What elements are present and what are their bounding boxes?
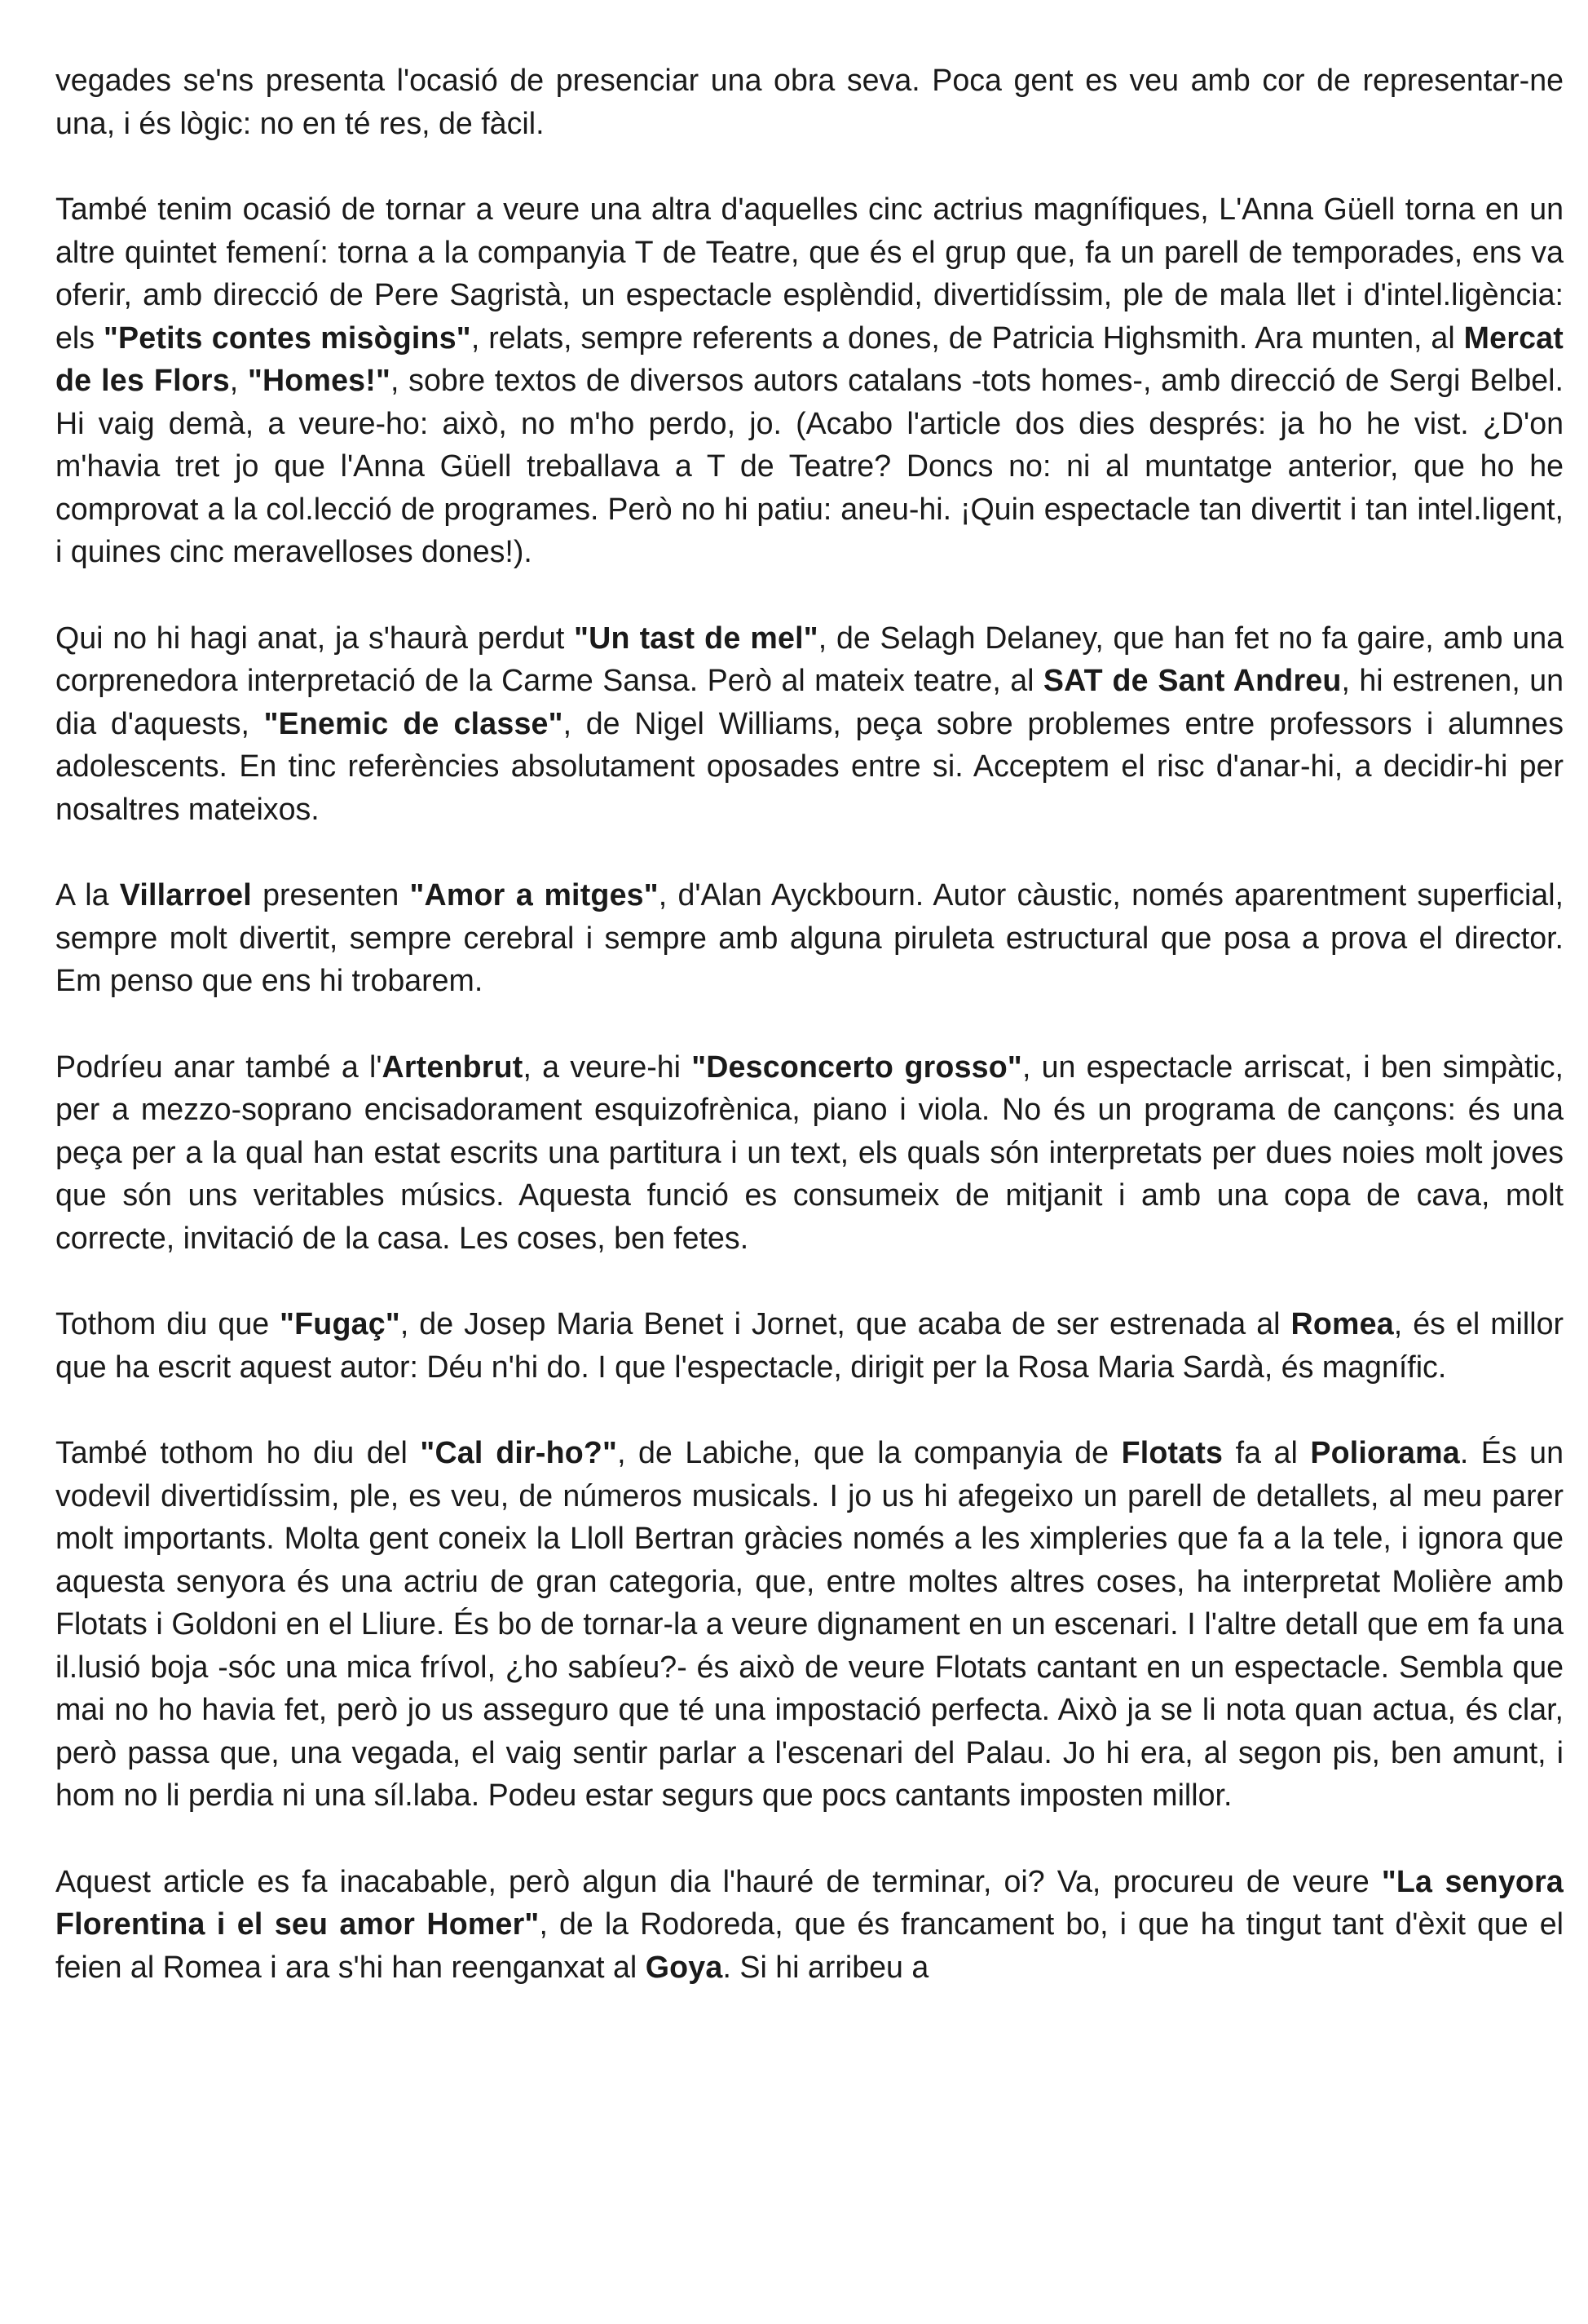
text-run: Qui no hi hagi anat, ja s'haurà perdut (55, 620, 575, 655)
text-run: A la (55, 877, 120, 912)
text-run: Aquest article es fa inacabable, però algun dia l'hauré de terminar, oi? Va, procureu de veure (55, 1863, 1382, 1898)
text-run: vegades se'ns presenta l'ocasió de presenciar una obra seva. Poca gent es veu amb cor de representar-ne una, i és lògic: no en té res, de fàcil. (55, 63, 1564, 140)
text-run: També tenim ocasió de tornar a veure una altra d'aquelles cinc actrius magnífiques, L'Anna Güell torna en un altre quintet femení: torna a la companyia T de Teatre, que és el grup que, fa un parell de temporades, ens va oferir, amb direcció de Pere Sagristà, un espectacle esplèndid, divertidíssim, ple de mala llet i d'intel.ligència: els (55, 192, 1564, 355)
bold-title: "Petits contes misògins" (104, 320, 471, 355)
text-run: , és el millor que ha escrit aquest autor: Déu n'hi do. I que l'espectacle, dirigit per la Rosa Maria Sardà, és magnífic. (55, 1306, 1564, 1384)
bold-title: "Homes!" (247, 363, 391, 397)
text-run: , sobre textos de diversos autors catalans -tots homes-, amb direcció de Sergi Belbel. Hi vaig demà, a veure-ho: això, no m'ho perdo, jo. (Acabo l'article dos dies després: ja ho he vist. ¿D'on m'havia tret jo que l'Anna Güell treballava a T de Teatre? Doncs no: ni al muntatge anterior, que ho he comprovat a la col.lecció de programes. Però no hi patiu: aneu-hi. ¡Quin espectacle tan divertit i tan intel.ligent, i quines cinc meravelloses dones!). (55, 363, 1564, 568)
bold-title: Mercat de les Flors (55, 320, 1564, 397)
paragraph (55, 1431, 1564, 1817)
article-text (55, 59, 1564, 1988)
text-run: , (229, 363, 248, 397)
paragraph (55, 873, 1564, 1002)
text-run: , un espectacle arriscat, i ben simpàtic, per a mezzo-soprano encisadorament esquizofrènica, piano i viola. No és un programa de cançons: és una peça per a la qual han estat escrits una partitura i un text, els quals són interpretats per dues noies molt joves que són uns veritables músics. Aquesta funció es consumeix de mitjanit i amb una copa de cava, molt correcte, invitació de la casa. Les coses, ben fetes. (55, 1049, 1564, 1255)
paragraph (55, 188, 1564, 573)
bold-title: "Cal dir-ho?" (420, 1435, 618, 1469)
text-run: , hi estrenen, un dia d'aquests, (55, 663, 1564, 740)
text-run: Tothom diu que (55, 1306, 280, 1341)
text-run: . Si hi arribeu a (722, 1949, 929, 1984)
bold-title: Goya (645, 1949, 723, 1984)
text-run: presenten (251, 877, 410, 912)
bold-title: Villarroel (119, 877, 252, 912)
bold-title: Poliorama (1310, 1435, 1460, 1469)
text-run: , a veure-hi (523, 1049, 692, 1084)
text-run: També tothom ho diu del (55, 1435, 421, 1469)
bold-title: SAT de Sant Andreu (1043, 663, 1342, 697)
bold-title: "Fugaç" (280, 1306, 400, 1341)
text-run: Podríeu anar també a l' (55, 1049, 382, 1084)
bold-title: "Enemic de classe" (263, 705, 563, 740)
text-run: , de Selagh Delaney, que han fet no fa gaire, amb una corprenedora interpretació de la Carme Sansa. Però al mateix teatre, al (55, 620, 1564, 697)
text-run: , de Labiche, que la companyia de (617, 1435, 1122, 1469)
bold-title: "La senyora Florentina i el seu amor Homer" (55, 1863, 1564, 1941)
bold-title: Flotats (1121, 1435, 1224, 1469)
paragraph (55, 59, 1564, 144)
text-run: , de la Rodoreda, que és francament bo, i que ha tingut tant d'èxit que el feien al Romea i ara s'hi han reenganxat al (55, 1906, 1564, 1984)
text-run: , relats, sempre referents a dones, de Patricia Highsmith. Ara munten, al (470, 320, 1464, 355)
bold-title: "Desconcerto grosso" (691, 1049, 1022, 1084)
paragraph (55, 1045, 1564, 1260)
text-run: . És un vodevil divertidíssim, ple, es veu, de números musicals. I jo us hi afegeixo un parell de detallets, al meu parer molt importants. Molta gent coneix la Lloll Bertran gràcies només a les ximpleries que fa a la tele, i ignora que aquesta senyora és una actriu de gran categoria, que, entre moltes altres coses, ha interpretat Molière amb Flotats i Goldoni en el Lliure. És bo de tornar-la a veure dignament en un escenari. I l'altre detall que em fa una il.lusió boja -sóc una mica frívol, ¿ho sabíeu?- és això de veure Flotats cantant en un espectacle. Sembla que mai no ho havia fet, però jo us asseguro que té una impostació perfecta. Això ja se li nota quan actua, és clar, però passa que, una vegada, el vaig sentir parlar a l'escenari del Palau. Jo hi era, al segon pis, ben amunt, i hom no li perdia ni una síl.laba. Podeu estar segurs que pocs cantants imposten millor. (55, 1435, 1564, 1812)
text-run: , de Josep Maria Benet i Jornet, que acaba de ser estrenada al (399, 1306, 1291, 1341)
bold-title: "Un tast de mel" (574, 620, 818, 655)
paragraph (55, 1302, 1564, 1388)
paragraph (55, 616, 1564, 831)
text-run: fa al (1223, 1435, 1311, 1469)
text-run: , de Nigel Williams, peça sobre problemes entre professors i alumnes adolescents. En tinc referències absolutament oposades entre si. Acceptem el risc d'anar-hi, a decidir-hi per nosaltres mateixos. (55, 705, 1564, 826)
paragraph (55, 1860, 1564, 1989)
bold-title: Artenbrut (382, 1049, 523, 1084)
bold-title: Romea (1290, 1306, 1394, 1341)
text-run: , d'Alan Ayckbourn. Autor càustic, només aparentment superficial, sempre molt divertit, sempre cerebral i sempre amb alguna piruleta estructural que posa a prova el director. Em penso que ens hi trobarem. (55, 877, 1564, 997)
bold-title: "Amor a mitges" (409, 877, 659, 912)
